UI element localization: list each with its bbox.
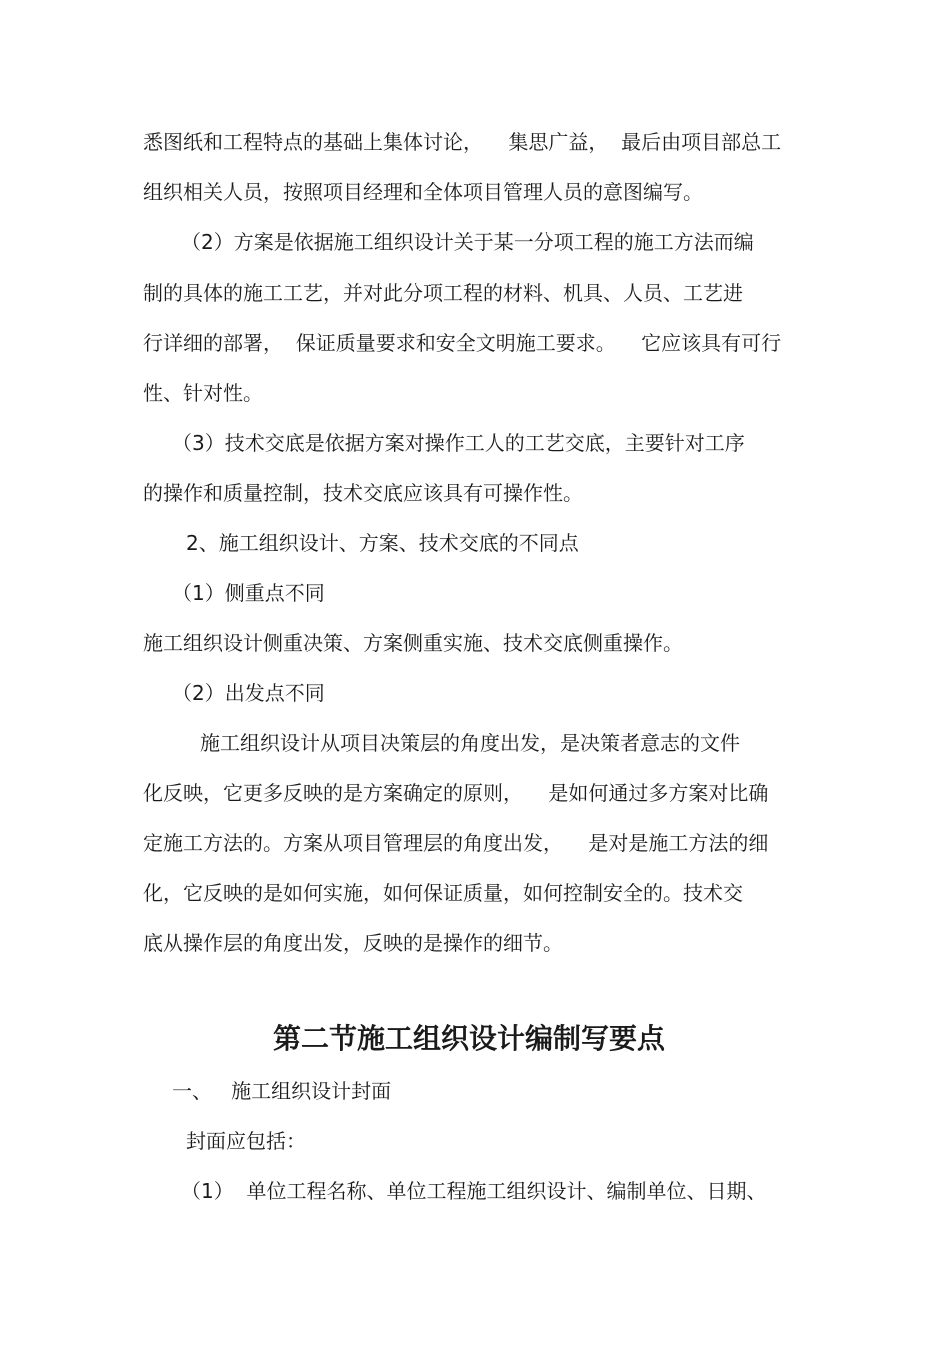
- body-line-7: （3）技术交底是依据方案对操作工人的工艺交底，主要针对工序: [172, 431, 745, 455]
- section-title: 第二节施工组织设计编制写要点: [273, 1022, 666, 1055]
- body-line-16: 化，它反映的是如何实施，如何保证质量，如何控制安全的。技术交: [143, 881, 743, 905]
- body-line-14: 化反映，它更多反映的是方案确定的原则， 是如何通过多方案对比确: [143, 781, 769, 805]
- body-line-11: 施工组织设计侧重决策、方案侧重实施、技术交底侧重操作。: [143, 631, 683, 655]
- body-line-17: 底从操作层的角度出发，反映的是操作的细节。: [143, 931, 563, 955]
- body-line-4: 制的具体的施工工艺，并对此分项工程的材料、机具、人员、工艺进: [143, 281, 743, 305]
- body-line-10: （1）侧重点不同: [172, 581, 325, 605]
- body-line-9: 2、施工组织设计、方案、技术交底的不同点: [186, 531, 579, 555]
- body-line-8: 的操作和质量控制，技术交底应该具有可操作性。: [143, 481, 583, 505]
- cover-intro-line: 封面应包括：: [186, 1129, 306, 1153]
- body-line-15: 定施工方法的。方案从项目管理层的角度出发， 是对是施工方法的细: [143, 831, 769, 855]
- body-line-1: 悉图纸和工程特点的基础上集体讨论， 集思广益， 最后由项目部总工: [143, 130, 782, 154]
- subsection-heading: 一、 施工组织设计封面: [172, 1079, 392, 1103]
- body-line-6: 性、针对性。: [143, 381, 263, 405]
- body-line-2: 组织相关人员，按照项目经理和全体项目管理人员的意图编写。: [143, 180, 703, 204]
- body-line-5: 行详细的部署， 保证质量要求和安全文明施工要求。 它应该具有可行: [143, 331, 782, 355]
- body-line-3: （2）方案是依据施工组织设计关于某一分项工程的施工方法而编: [181, 230, 754, 254]
- body-line-13: 施工组织设计从项目决策层的角度出发，是决策者意志的文件: [200, 731, 740, 755]
- cover-item-1: （1） 单位工程名称、单位工程施工组织设计、编制单位、日期、: [181, 1179, 767, 1203]
- body-line-12: （2）出发点不同: [172, 681, 325, 705]
